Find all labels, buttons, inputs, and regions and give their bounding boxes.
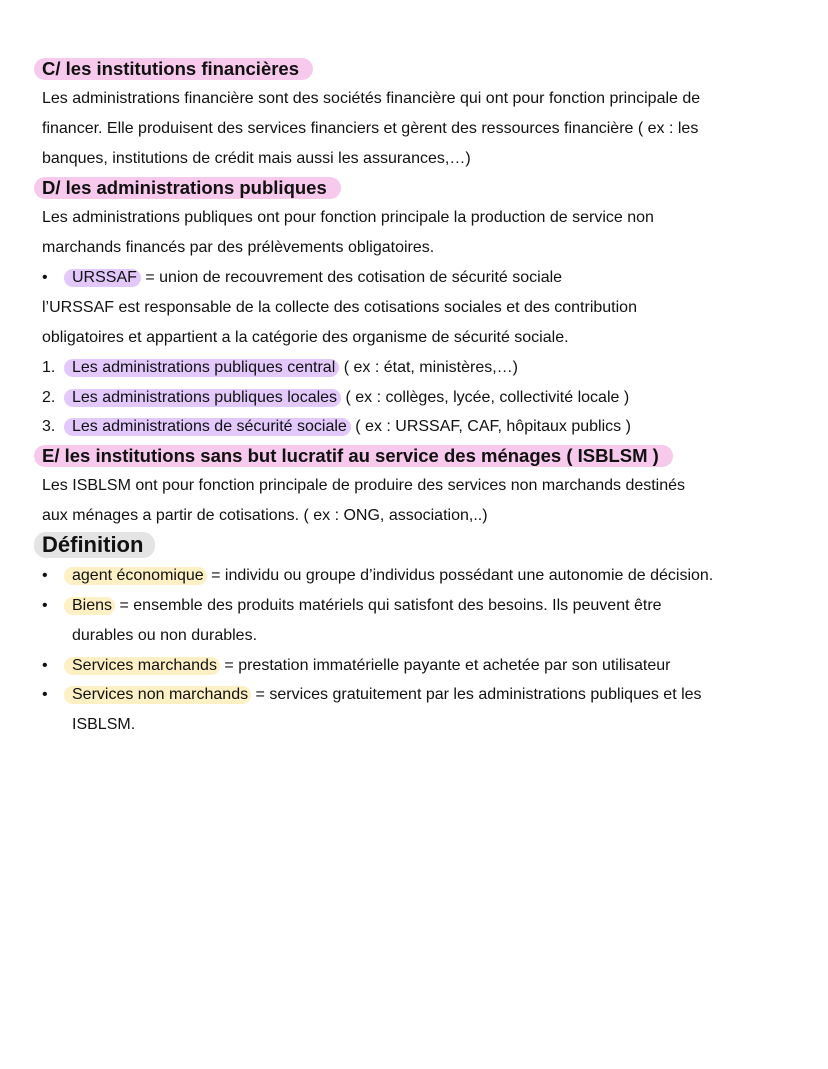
definition-item: [72, 651, 812, 681]
definition-continuation: durables ou non durables.: [72, 627, 258, 644]
numbered-item-term: Les administrations publiques central: [64, 359, 339, 377]
definition-term: Services marchands: [64, 657, 220, 675]
bullet-marker: •: [42, 597, 48, 614]
urssaf-term: URSSAF: [64, 269, 141, 287]
definition-text: = services gratuitement par les administrations publiques et les: [255, 686, 702, 703]
bullet-marker: •: [42, 657, 48, 674]
section-c-line: Les administrations financière sont des sociétés financière qui ont pour fonction principale de: [42, 90, 701, 107]
numbered-item: [72, 383, 812, 413]
list-number: 3.: [42, 418, 56, 435]
urssaf-definition: = union de recouvrement des cotisation de sécurité sociale: [145, 269, 563, 286]
section-c-line: financer. Elle produisent des services financiers et gèrent des ressources financière ( ex : les: [42, 120, 699, 137]
section-d-heading: [42, 173, 812, 203]
section-e-title: E/ les institutions sans but lucratif au service des ménages ( ISBLSM ): [34, 445, 673, 467]
definition-text: = prestation immatérielle payante et achetée par son utilisateur: [224, 657, 671, 674]
section-e-heading: [42, 441, 812, 471]
definition-term: Services non marchands: [64, 686, 251, 704]
list-number: 1.: [42, 359, 56, 376]
numbered-item-rest: ( ex : URSSAF, CAF, hôpitaux publics ): [355, 418, 631, 435]
list-number: 2.: [42, 389, 56, 406]
section-c-title: C/ les institutions financières: [34, 58, 313, 80]
numbered-item-rest: ( ex : état, ministères,…): [343, 359, 518, 376]
numbered-item: [72, 353, 812, 383]
definition-continuation: ISBLSM.: [72, 716, 136, 733]
definitions-heading: [42, 529, 812, 561]
section-d-line: marchands financés par des prélèvements obligatoires.: [42, 239, 435, 256]
numbered-item-term: Les administrations de sécurité sociale: [64, 418, 351, 436]
section-e-line: aux ménages a partir de cotisations. ( ex : ONG, association,..): [42, 507, 488, 524]
numbered-item: [72, 412, 812, 442]
section-e-line: Les ISBLSM ont pour fonction principale de produire des services non marchands destinés: [42, 477, 686, 494]
section-d-title: D/ les administrations publiques: [34, 177, 341, 199]
definition-text: = ensemble des produits matériels qui satisfont des besoins. Ils peuvent être: [119, 597, 662, 614]
section-c-line: banques, institutions de crédit mais aussi les assurances,…): [42, 150, 471, 167]
definition-term: Biens: [64, 597, 115, 615]
bullet-marker: •: [42, 686, 48, 703]
numbered-item-rest: ( ex : collèges, lycée, collectivité locale ): [345, 389, 630, 406]
bullet-marker: •: [42, 269, 48, 286]
definition-term: agent économique: [64, 567, 207, 585]
definition-item: [72, 561, 812, 591]
urssaf-bullet: [72, 263, 812, 293]
section-c-heading: [42, 54, 812, 84]
definition-item: [72, 591, 812, 621]
definition-item: [72, 680, 812, 710]
definition-text: = individu ou groupe d’individus possédant une autonomie de décision.: [211, 567, 714, 584]
bullet-marker: •: [42, 567, 48, 584]
definitions-title: Définition: [34, 532, 155, 558]
section-d-after-line: obligatoires et appartient a la catégorie des organisme de sécurité sociale.: [42, 329, 569, 346]
numbered-item-term: Les administrations publiques locales: [64, 389, 341, 407]
section-d-after-line: l’URSSAF est responsable de la collecte des cotisations sociales et des contribution: [42, 299, 637, 316]
section-d-line: Les administrations publiques ont pour fonction principale la production de service non: [42, 209, 654, 226]
